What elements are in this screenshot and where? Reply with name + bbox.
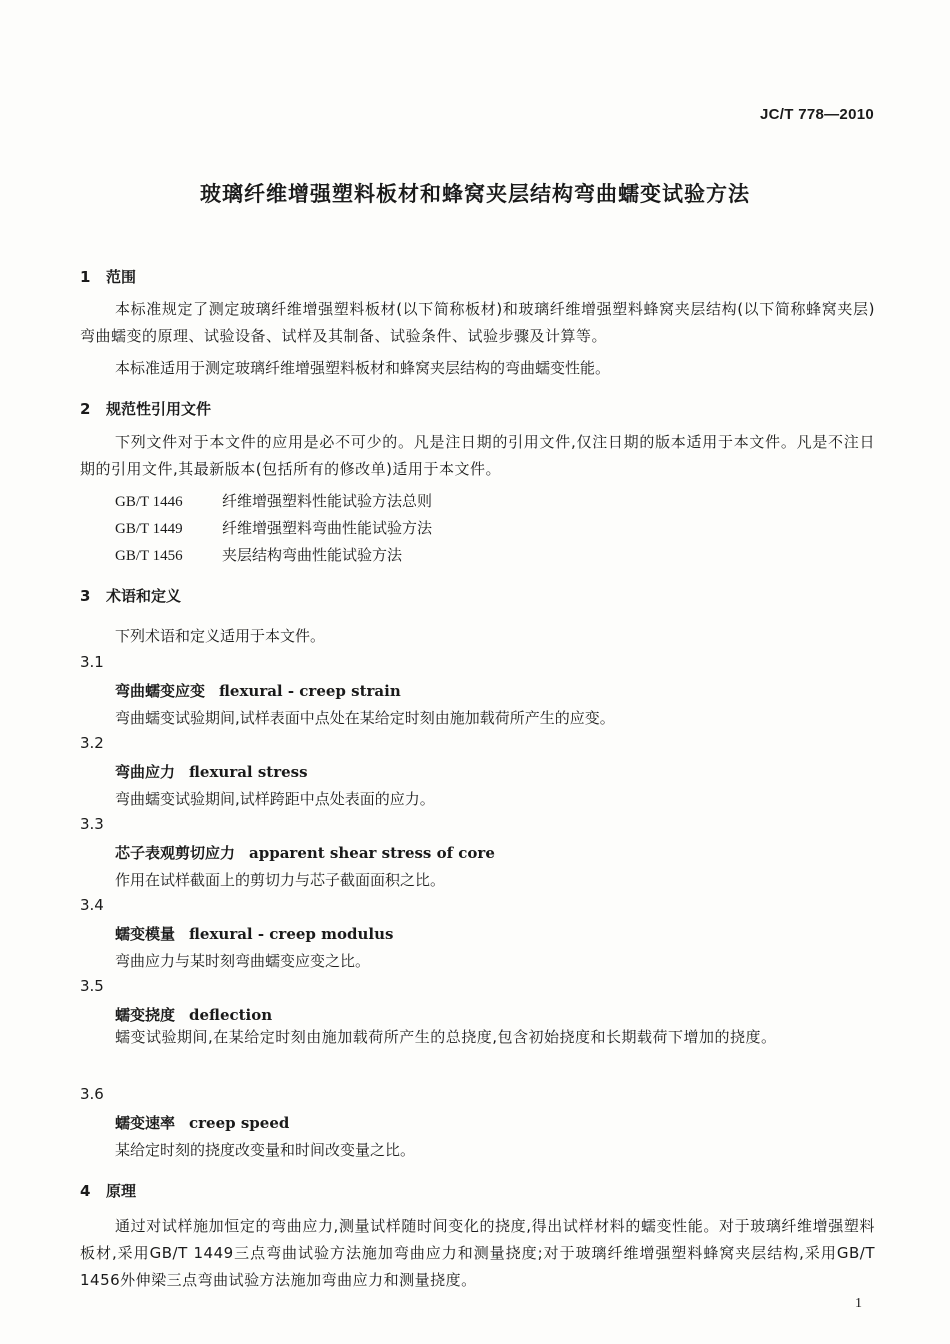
clause-number: 3.2	[80, 734, 104, 752]
section-1-paragraph-1: 本标准规定了测定玻璃纤维增强塑料板材(以下简称板材)和玻璃纤维增强塑料蜂窝夹层结构(以下简称蜂窝夹层)弯曲蠕变的原理、试验设备、试样及其制备、试验条件、试验步骤及计算等。	[80, 300, 875, 345]
reference-name: 夹层结构弯曲性能试验方法	[222, 546, 403, 564]
section-number: 2	[80, 400, 91, 418]
section-title: 术语和定义	[106, 587, 182, 605]
reference-code: GB/T 1449	[115, 521, 183, 537]
term-zh: 弯曲蠕变应变	[115, 682, 206, 700]
section-title: 规范性引用文件	[106, 400, 212, 418]
standard-number: JC/T 778—2010	[760, 106, 874, 123]
term-heading	[115, 842, 495, 863]
reference-code: GB/T 1456	[115, 548, 183, 564]
section-title: 原理	[106, 1182, 137, 1200]
clause-number: 3.5	[80, 977, 104, 995]
term-en: flexural stress	[189, 763, 308, 781]
section-number: 4	[80, 1182, 91, 1200]
section-3-heading	[80, 585, 181, 606]
section-number: 1	[80, 268, 91, 286]
term-en: flexural - creep strain	[219, 682, 401, 700]
term-zh: 蠕变挠度	[115, 1006, 176, 1024]
term-en: apparent shear stress of core	[249, 844, 495, 862]
term-definition: 蠕变试验期间,在某给定时刻由施加载荷所产生的总挠度,包含初始挠度和长期载荷下增加的挠度。	[115, 1028, 777, 1046]
document-title: 玻璃纤维增强塑料板材和蜂窝夹层结构弯曲蠕变试验方法	[200, 182, 750, 206]
term-definition: 弯曲应力与某时刻弯曲蠕变应变之比。	[115, 952, 371, 970]
term-en: deflection	[189, 1006, 273, 1024]
section-2-heading	[80, 398, 211, 419]
term-zh: 蠕变模量	[115, 925, 176, 943]
term-en: flexural - creep modulus	[189, 925, 394, 943]
term-en: creep speed	[189, 1114, 290, 1132]
term-heading	[115, 923, 393, 944]
term-heading	[115, 761, 308, 782]
clause-number: 3.3	[80, 815, 104, 833]
reference-item	[115, 490, 432, 511]
reference-item	[115, 517, 432, 538]
section-4-heading	[80, 1180, 136, 1201]
term-zh: 弯曲应力	[115, 763, 176, 781]
term-heading	[115, 1112, 289, 1133]
term-definition: 作用在试样截面上的剪切力与芯子截面面积之比。	[115, 871, 446, 889]
clause-number: 3.6	[80, 1085, 104, 1103]
section-1-paragraph-2: 本标准适用于测定玻璃纤维增强塑料板材和蜂窝夹层结构的弯曲蠕变性能。	[115, 359, 611, 377]
section-title: 范围	[106, 268, 137, 286]
page-number: 1	[855, 1296, 862, 1311]
reference-name: 纤维增强塑料性能试验方法总则	[222, 492, 433, 510]
section-3-intro: 下列术语和定义适用于本文件。	[115, 627, 326, 645]
term-definition: 某给定时刻的挠度改变量和时间改变量之比。	[115, 1141, 416, 1159]
reference-item	[115, 544, 402, 565]
term-zh: 蠕变速率	[115, 1114, 176, 1132]
section-1-heading	[80, 266, 136, 287]
section-number: 3	[80, 587, 91, 605]
section-4-paragraph-1: 通过对试样施加恒定的弯曲应力,测量试样随时间变化的挠度,得出试样材料的蠕变性能。对于玻璃纤维增强塑料板材,采用GB/T 1449三点弯曲试验方法施加弯曲应力和测量挠度;对于玻璃纤维增强塑料蜂窝夹层结构,采用GB/T 1456外伸梁三点弯曲试验方法施加弯曲应力和测量挠度。	[80, 1217, 875, 1289]
section-2-paragraph-1: 下列文件对于本文件的应用是必不可少的。凡是注日期的引用文件,仅注日期的版本适用于本文件。凡是不注日期的引用文件,其最新版本(包括所有的修改单)适用于本文件。	[80, 433, 875, 478]
term-heading	[115, 680, 401, 701]
term-definition: 弯曲蠕变试验期间,试样跨距中点处表面的应力。	[115, 790, 435, 808]
term-heading	[115, 1004, 272, 1025]
clause-number: 3.1	[80, 653, 104, 671]
reference-name: 纤维增强塑料弯曲性能试验方法	[222, 519, 433, 537]
term-zh: 芯子表观剪切应力	[115, 844, 236, 862]
reference-code: GB/T 1446	[115, 494, 183, 510]
clause-number: 3.4	[80, 896, 104, 914]
term-definition: 弯曲蠕变试验期间,试样表面中点处在某给定时刻由施加载荷所产生的应变。	[115, 709, 615, 727]
